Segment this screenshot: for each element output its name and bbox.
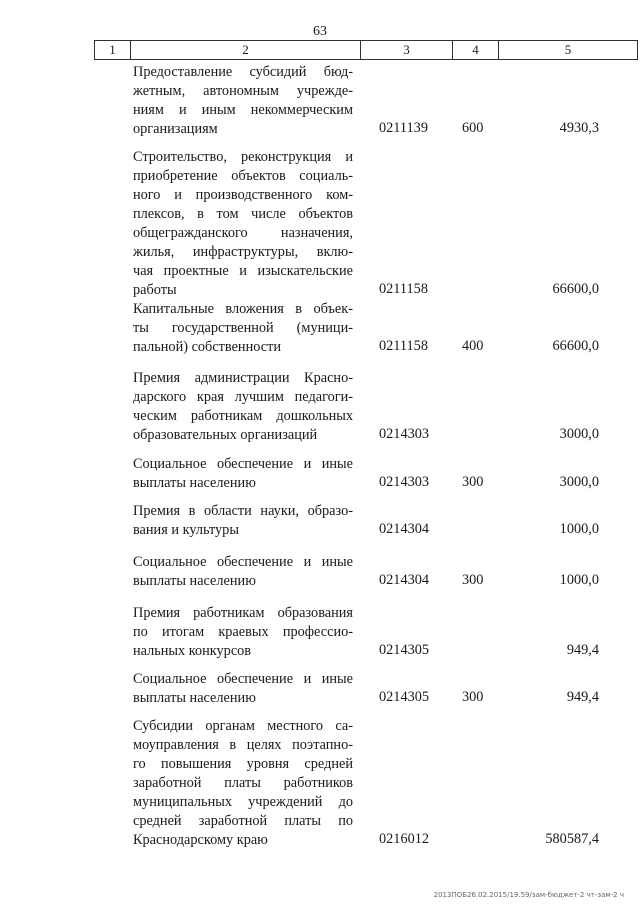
- row-sum: 66600,0: [552, 338, 599, 354]
- row-description: [133, 717, 353, 850]
- description-line: Социальное обеспечение и иные: [133, 671, 353, 687]
- description-line: выплаты населению: [133, 690, 256, 706]
- description-line: по итогам краевых профессио-: [133, 624, 353, 640]
- description-line: жилья, инфраструктуры, вклю-: [133, 244, 353, 260]
- description-line: общегражданского назначения,: [133, 225, 353, 241]
- description-line: ниям и иным некоммерческим: [133, 102, 353, 118]
- description-line: ческим работникам дошкольных: [133, 408, 353, 424]
- column-header-3: 3: [360, 41, 452, 59]
- description-line: муниципальных учреждений до: [133, 794, 353, 810]
- row-code: 0214303: [379, 426, 430, 442]
- description-line: моуправления в целях поэтапно-: [133, 737, 353, 753]
- row-sum: 1000,0: [559, 572, 599, 588]
- description-line: Краснодарскому краю: [133, 832, 268, 848]
- row-sum: 1000,0: [559, 521, 599, 537]
- description-line: Капитальные вложения в объек-: [133, 301, 353, 317]
- description-line: Премия работникам образования: [133, 605, 353, 621]
- description-line: средней заработной платы по: [133, 813, 353, 829]
- row-expense-type: 300: [462, 689, 484, 705]
- row-expense-type: 300: [462, 474, 484, 490]
- row-code: 0214304: [379, 521, 430, 537]
- description-line: Премия в области науки, образо-: [133, 503, 353, 519]
- row-description: [133, 63, 353, 139]
- footer-stamp: 2013ПОБ26.02.2015/19.59/зам-бюджет-2 чт-зам-2 ч: [433, 891, 624, 899]
- description-line: Премия администрации Красно-: [133, 370, 353, 386]
- description-line: плексов, в том числе объектов: [133, 206, 353, 222]
- description-line: жетным, автономным учрежде-: [133, 83, 353, 99]
- row-sum: 949,4: [566, 689, 599, 705]
- row-description: [133, 300, 353, 357]
- column-header-4: 4: [452, 41, 498, 59]
- row-code: 0214303: [379, 474, 430, 490]
- description-line: Социальное обеспечение и иные: [133, 554, 353, 570]
- row-sum: 3000,0: [559, 474, 599, 490]
- column-header-5: 5: [498, 41, 638, 59]
- row-code: 0211158: [379, 338, 428, 354]
- description-line: ного и производственного ком-: [133, 187, 353, 203]
- row-expense-type: 400: [462, 338, 484, 354]
- description-line: Строительство, реконструкция и: [133, 149, 353, 165]
- description-line: дарского края лучшим педагоги-: [133, 389, 353, 405]
- row-code: 0214304: [379, 572, 430, 588]
- row-expense-type: 300: [462, 572, 484, 588]
- description-line: ты государственной (муници-: [133, 320, 353, 336]
- description-line: го повышения уровня средней: [133, 756, 353, 772]
- row-description: [133, 502, 353, 540]
- row-description: [133, 604, 353, 661]
- row-description: [133, 455, 353, 493]
- row-code: 0214305: [379, 689, 430, 705]
- description-line: пальной) собственности: [133, 339, 281, 355]
- description-line: Субсидии органам местного са-: [133, 718, 353, 734]
- column-header-2: 2: [130, 41, 360, 59]
- description-line: вания и культуры: [133, 522, 239, 538]
- description-line: организациям: [133, 121, 218, 137]
- description-line: работы: [133, 282, 177, 298]
- row-description: [133, 148, 353, 300]
- description-line: Социальное обеспечение и иные: [133, 456, 353, 472]
- row-code: 0211158: [379, 281, 428, 297]
- row-sum: 949,4: [566, 642, 599, 658]
- column-header-1: 1: [94, 41, 130, 59]
- row-sum: 66600,0: [552, 281, 599, 297]
- description-line: выплаты населению: [133, 475, 256, 491]
- description-line: выплаты населению: [133, 573, 256, 589]
- row-sum: 580587,4: [545, 831, 599, 847]
- description-line: заработной платы работников: [133, 775, 353, 791]
- row-sum: 4930,3: [559, 120, 599, 136]
- row-code: 0214305: [379, 642, 430, 658]
- row-description: [133, 369, 353, 445]
- description-line: образовательных организаций: [133, 427, 318, 443]
- row-description: [133, 670, 353, 708]
- row-description: [133, 553, 353, 591]
- row-code: 0211139: [379, 120, 428, 136]
- description-line: приобретение объектов социаль-: [133, 168, 353, 184]
- row-expense-type: 600: [462, 120, 484, 136]
- description-line: чая проектные и изыскательские: [133, 263, 353, 279]
- row-code: 0216012: [379, 831, 430, 847]
- row-sum: 3000,0: [559, 426, 599, 442]
- table-header: [94, 40, 638, 60]
- page-number: 63: [313, 24, 327, 39]
- description-line: Предоставление субсидий бюд-: [133, 64, 353, 80]
- description-line: нальных конкурсов: [133, 643, 252, 659]
